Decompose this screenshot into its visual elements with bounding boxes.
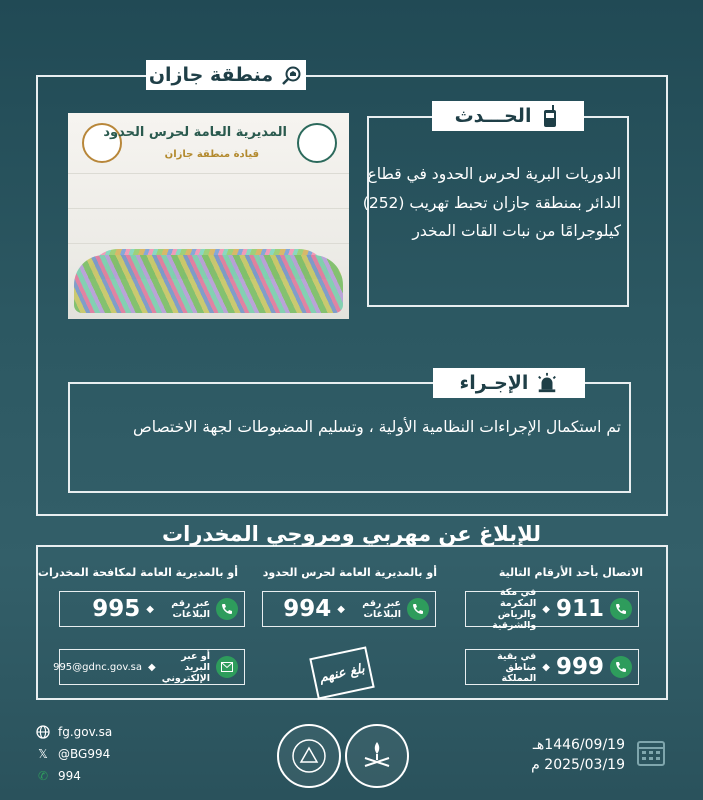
action-label: الإجـراء — [459, 372, 529, 394]
phone-text: 994 — [58, 769, 81, 783]
number-994: 994 — [283, 596, 332, 622]
action-tag — [433, 368, 585, 398]
number-999: 999 — [555, 654, 604, 680]
website-link[interactable] — [36, 725, 112, 739]
event-label: الحـــدث — [454, 105, 532, 127]
saudi-emblem — [297, 123, 337, 163]
phone-icon — [610, 656, 632, 678]
date-gregorian: 2025/03/19 م — [531, 757, 625, 773]
photo-command: قيادة منطقة جازان — [164, 149, 259, 160]
chevron-icon: ◆ — [148, 661, 156, 673]
siren-icon — [536, 372, 558, 394]
phone-link[interactable] — [36, 769, 81, 783]
event-tag — [432, 101, 584, 131]
x-icon: 𝕏 — [38, 747, 48, 761]
date-hijri: 1446/09/19هـ — [532, 737, 625, 753]
chevron-icon: ◆ — [542, 603, 550, 615]
call-911-box[interactable] — [465, 587, 639, 631]
call-995-box[interactable] — [59, 591, 245, 627]
phone-icon — [610, 598, 632, 620]
fg-emblem-footer — [277, 724, 341, 788]
region-tag — [146, 60, 306, 90]
phone-icon: ✆ — [37, 769, 49, 783]
email-box[interactable] — [53, 649, 245, 685]
report-title: للإبلاغ عن مهربي ومروجي المخدرات — [162, 522, 541, 546]
event-text: الدوريات البرية لحرس الحدود في قطاع الدائر بمنطقة جازان تحبط تهريب (252) كيلوجرامًا من نبات القات المخدر — [362, 165, 621, 240]
col-head-fg: أو بالمديرية العامة لحرس الحدود — [262, 566, 437, 579]
col-head-gdnc: أو بالمديرية العامة لمكافحة المخدرات — [37, 566, 238, 579]
phone-icon — [216, 598, 238, 620]
mobile-radio-icon — [539, 105, 561, 127]
seizure-photo — [68, 113, 349, 319]
label-995: عبر رقم البلاغات — [171, 598, 210, 620]
mail-icon — [216, 656, 238, 678]
globe-icon — [36, 725, 50, 739]
chevron-icon: ◆ — [146, 603, 154, 615]
x-link[interactable] — [36, 747, 110, 761]
email-address[interactable]: 995@gdnc.gov.sa — [53, 661, 142, 673]
calendar-icon — [636, 737, 666, 767]
chevron-icon: ◆ — [542, 661, 550, 673]
call-999-box[interactable] — [465, 649, 639, 685]
label-999: في بقية مناطق المملكة — [497, 650, 537, 684]
stamp-text: بلغ عنهم — [318, 660, 366, 686]
call-994-box[interactable] — [262, 591, 436, 627]
email-label: أو عبر البريد الإلكتروني — [161, 650, 210, 684]
number-911: 911 — [555, 596, 604, 622]
phone-icon — [407, 598, 429, 620]
col-head-numbers: الاتصال بأحد الأرقام التالية — [498, 566, 643, 579]
seized-qat-pile — [74, 255, 343, 313]
number-995: 995 — [92, 596, 141, 622]
region-title: منطقة جازان — [148, 64, 274, 86]
photo-org-name: المديرية العامة لحرس الحدود — [103, 125, 287, 140]
magnifier-map-icon — [281, 64, 303, 86]
chevron-icon: ◆ — [337, 603, 345, 615]
website-text: fg.gov.sa — [58, 725, 113, 739]
action-text: تم استكمال الإجراءات النظامية الأولية ، وتسليم المضبوطات لجهة الاختصاص — [132, 418, 621, 436]
label-994: عبر رقم البلاغات — [362, 598, 401, 620]
label-911: في مكة المكرمة والرياض والشرقية — [492, 587, 537, 631]
saudi-emblem-footer — [345, 724, 409, 788]
x-text: @BG994 — [58, 747, 111, 761]
